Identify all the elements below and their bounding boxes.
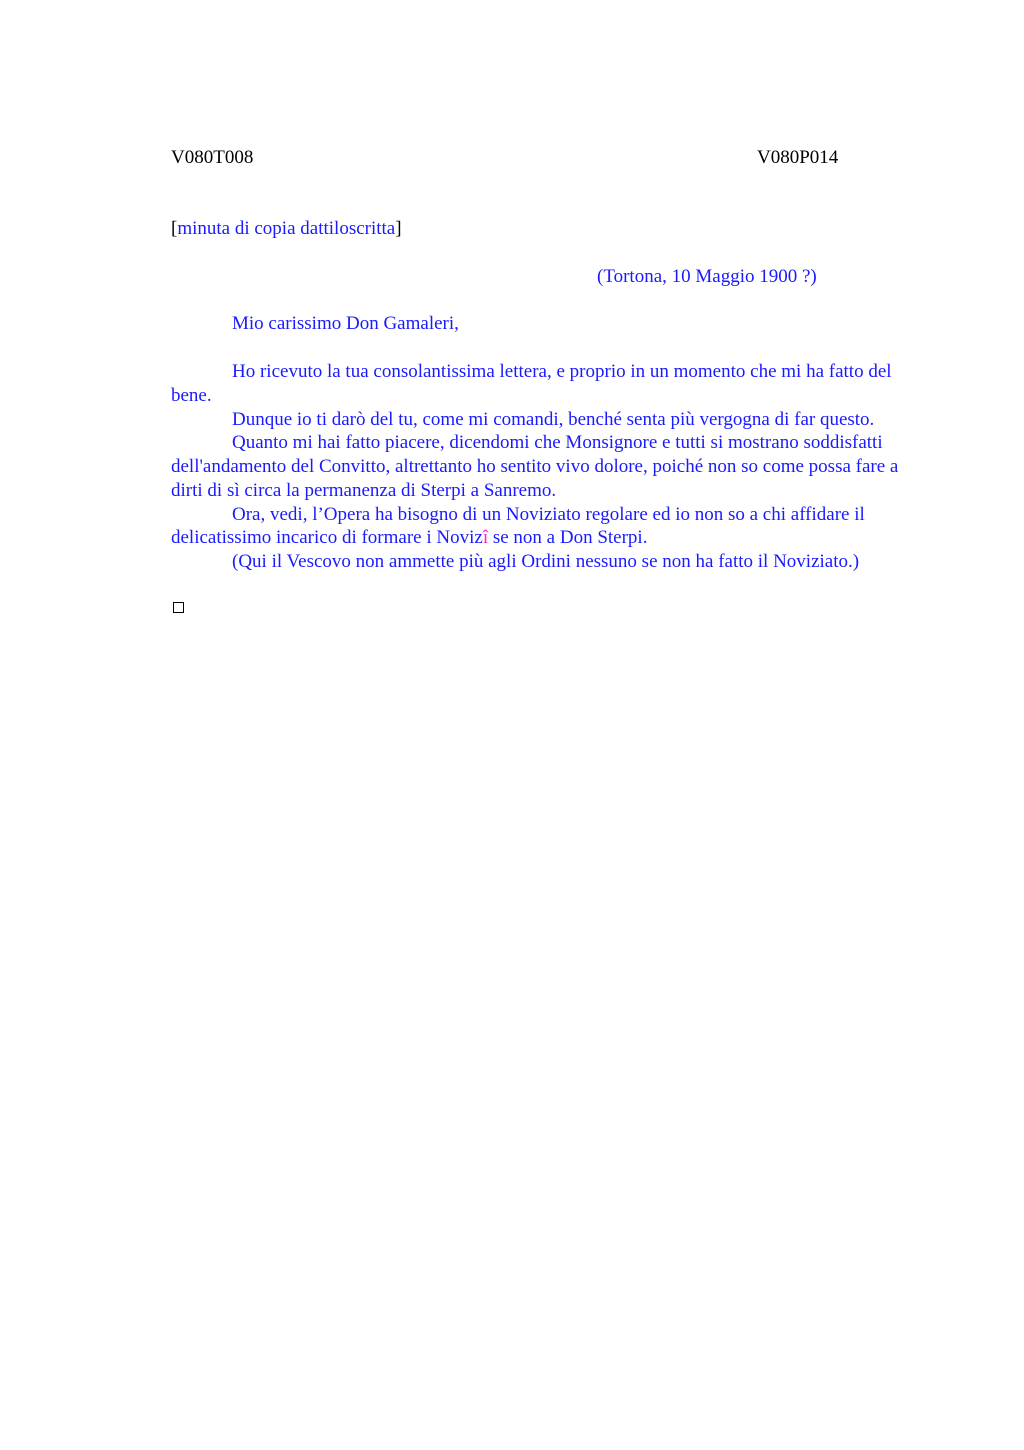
paragraph-3: Quanto mi hai fatto piacere, dicendomi che Monsignore e tutti si mostrano soddisfatti dell'andamento del Convitto, altrettanto ho sentito vivo dolore, poiché non so come possa fare a dirti di sì circa la permanenza di Sterpi a Sanremo.	[171, 432, 899, 501]
checkbox-square-icon	[173, 602, 184, 613]
paragraph-4	[171, 503, 923, 551]
note-open-bracket: [	[171, 218, 178, 239]
note-text: minuta di copia dattiloscritta	[177, 218, 396, 239]
paragraph-4-before: Ora, vedi, l’Opera ha bisogno di un Noviziato regolare ed io non so a chi affidare il delicatissimo incarico di formare i Noviz	[171, 503, 865, 549]
editorial-mark: î	[482, 527, 489, 549]
document-page	[171, 0, 923, 1450]
document-code-right: V080P014	[757, 147, 839, 168]
transcription-note	[171, 217, 402, 241]
letter-body	[171, 360, 923, 574]
letter-dateline: (Tortona, 10 Maggio 1900 ?)	[597, 266, 817, 287]
paragraph-1: Ho ricevuto la tua consolantissima lettera, e proprio in un momento che mi ha fatto del bene.	[171, 361, 892, 406]
paragraph-5: (Qui il Vescovo non ammette più agli Ordini nessuno se non ha fatto il Noviziato.)	[232, 551, 860, 572]
paragraph-2: Dunque io ti darò del tu, come mi comandi, benché senta più vergogna di far questo.	[232, 408, 875, 430]
note-close-bracket: ]	[395, 218, 402, 239]
document-code-left: V080T008	[171, 147, 254, 168]
paragraph-4-after: se non a Don Sterpi.	[488, 527, 648, 549]
letter-salutation: Mio carissimo Don Gamaleri,	[232, 313, 459, 334]
